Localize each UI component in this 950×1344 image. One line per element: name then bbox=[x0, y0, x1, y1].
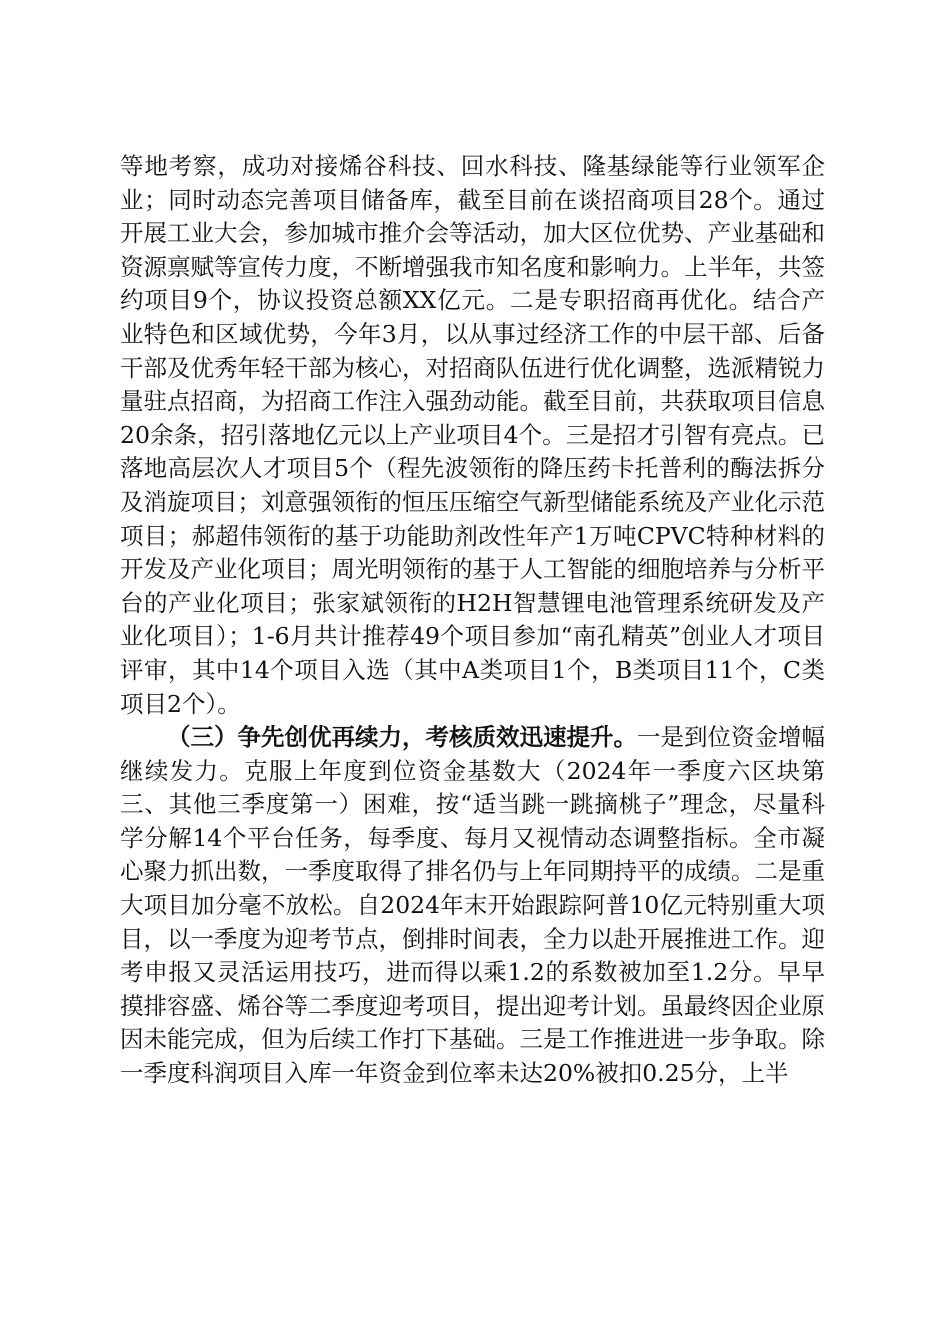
paragraph-continuation: 等地考察，成功对接烯谷科技、回水科技、隆基绿能等行业领军企业；同时动态完善项目储备库，截至目前在谈招商项目28个。通过开展工业大会，参加城市推介会等活动，加大区位优势、产业基础和资源禀赋等宣传力度，不断增强我市知名度和影响力。上半年，共签约项目9个，协议投资总额XX亿元。二是专职招商再优化。结合产业特色和区域优势，今年3月，以从事过经济工作的中层干部、后备干部及优秀年轻干部为核心，对招商队伍进行优化调整，选派精锐力量驻点招商，为招商工作注入强劲动能。截至目前，共获取项目信息20余条，招引落地亿元以上产业项目4个。三是招才引智有亮点。已落地高层次人才项目5个（程先波领衔的降压药卡托普利的酶法拆分及消旋项目；刘意强领衔的恒压压缩空气新型储能系统及产业化示范项目；郝超伟领衔的基于功能助剂改性年产1万吨CPVC特种材料的开发及产业化项目；周光明领衔的基于人工智能的细胞培养与分析平台的产业化项目；张家斌领衔的H2H智慧锂电池管理系统研发及产业化项目）；1-6月共计推荐49个项目参加“南孔精英”创业人才项目评审，其中14个项目入选（其中A类项目1个，B类项目11个，C类项目2个）。 bbox=[120, 152, 825, 718]
section-heading: （三）争先创优再续力，考核质效迅速提升。 bbox=[167, 723, 637, 752]
paragraph-section-three bbox=[120, 721, 825, 1091]
document-body bbox=[120, 150, 825, 1091]
section-body-text: 一是到位资金增幅继续发力。克服上年度到位资金基数大（2024年一季度六区块第三、其他三季度第一）困难，按“适当跳一跳摘桃子”理念，尽量科学分解14个平台任务，每季度、每月又视情动态调整指标。全市凝心聚力抓出数，一季度取得了排名仍与上年同期持平的成绩。二是重大项目加分毫不放松。自2024年末开始跟踪阿普10亿元特别重大项目，以一季度为迎考节点，倒排时间表，全力以赴开展推进工作。迎考申报又灵活运用技巧，进而得以乘1.2的系数被加至1.2分。早早摸排容盛、烯谷等二季度迎考项目，提出迎考计划。虽最终因企业原因未能完成，但为后续工作打下基础。三是工作推进进一步争取。除一季度科润项目入库一年资金到位率未达20%被扣0.25分，上半 bbox=[120, 723, 825, 1088]
